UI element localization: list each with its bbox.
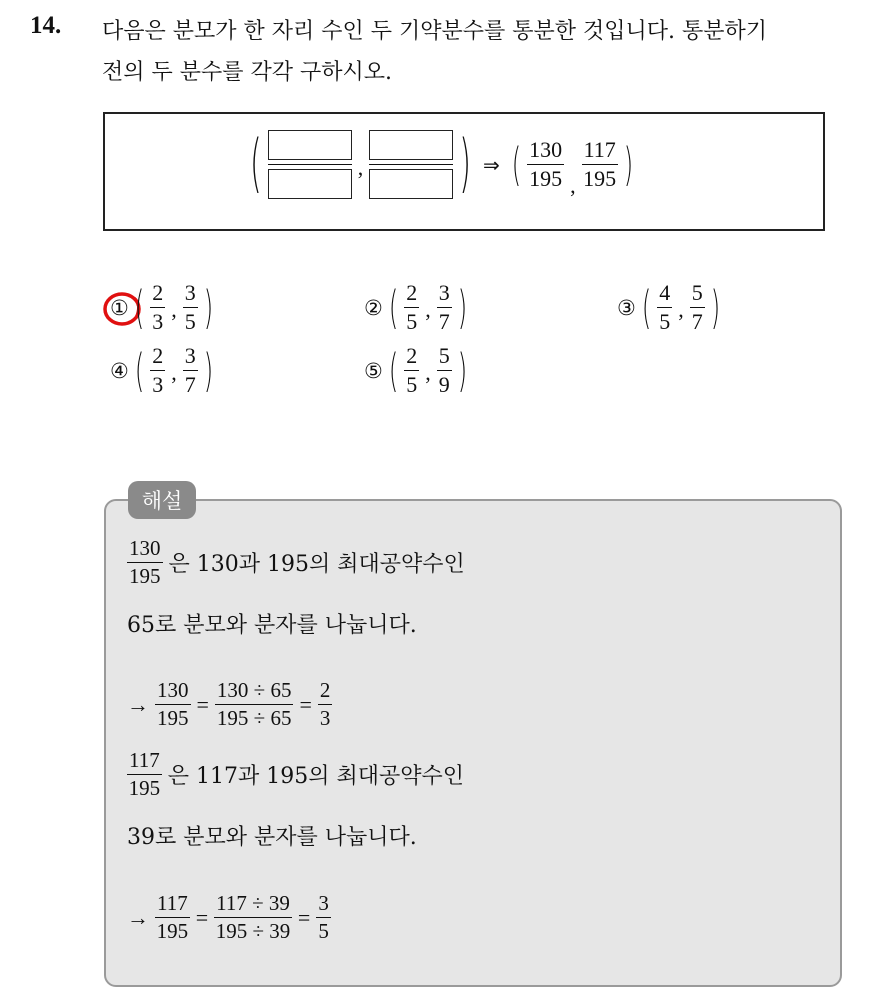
solution-line-4: 39로 분모와 분자를 나눕니다. — [127, 825, 417, 850]
choice-marker: ⑤ — [364, 358, 383, 383]
result-fraction-2: $\frac{117}{195}$ — [583, 137, 617, 191]
blank-fraction-2 — [369, 130, 453, 199]
blank-fraction-1 — [268, 130, 352, 199]
fraction-bar — [369, 164, 453, 165]
choice-4[interactable]: ④ ( $\frac{2}{3}$ , $\frac{3}{7}$ ) — [110, 343, 214, 398]
solution-fraction: $\frac{130}{195}$ — [129, 536, 161, 588]
solution-fraction: $\frac{117}{195}$ — [128, 748, 161, 800]
question-number: 14. — [30, 12, 62, 39]
question-text-line1: 다음은 분모가 한 자리 수인 두 기약분수를 통분한 것입니다. 통분하기 — [102, 19, 767, 44]
choice-marker: ③ — [617, 295, 636, 320]
comma: , — [570, 173, 576, 198]
blank-denominator-1[interactable] — [268, 169, 352, 199]
choice-3[interactable]: ③ ( $\frac{4}{5}$ , $\frac{5}{7}$ ) — [617, 280, 721, 335]
result-fraction-1: $\frac{130}{195}$ — [529, 137, 563, 191]
solution-line-3: $\frac{117}{195}$ 은 117과 195의 최대공약수인 — [128, 748, 464, 800]
fraction-bar — [268, 164, 352, 165]
solution-calc-2: → $\frac{117}{195}$ = $\frac{117 \div 39}{195 \div 39}$ = $\frac{3}{5}$ — [127, 891, 329, 943]
choice-marker: ① — [110, 295, 129, 320]
solution-tab-label: 해설 — [128, 481, 196, 519]
choice-1[interactable]: ① ( $\frac{2}{3}$ , $\frac{3}{5}$ ) — [110, 280, 214, 335]
question-text-line2: 전의 두 분수를 각각 구하시오. — [102, 60, 392, 85]
choice-2[interactable]: ② ( $\frac{2}{5}$ , $\frac{3}{7}$ ) — [364, 280, 468, 335]
choice-5[interactable]: ⑤ ( $\frac{2}{5}$ , $\frac{5}{9}$ ) — [364, 343, 468, 398]
blank-numerator-1[interactable] — [268, 130, 352, 160]
left-paren: ( — [511, 137, 522, 192]
choice-marker: ④ — [110, 358, 129, 383]
right-paren: ) — [459, 127, 471, 202]
blank-denominator-2[interactable] — [369, 169, 453, 199]
blank-numerator-2[interactable] — [369, 130, 453, 160]
solution-line-1: $\frac{130}{195}$ 은 130과 195의 최대공약수인 — [129, 536, 465, 588]
implies-arrow: ⇒ — [482, 152, 500, 177]
right-paren: ) — [623, 137, 634, 192]
problem-expression — [250, 127, 634, 202]
comma: , — [357, 155, 364, 180]
solution-line-2: 65로 분모와 분자를 나눕니다. — [127, 613, 417, 638]
choice-marker: ② — [364, 295, 383, 320]
left-paren: ( — [250, 127, 262, 202]
solution-calc-1: → $\frac{130}{195}$ = $\frac{130 \div 65}{195 \div 65}$ = $\frac{2}{3}$ — [127, 678, 331, 730]
